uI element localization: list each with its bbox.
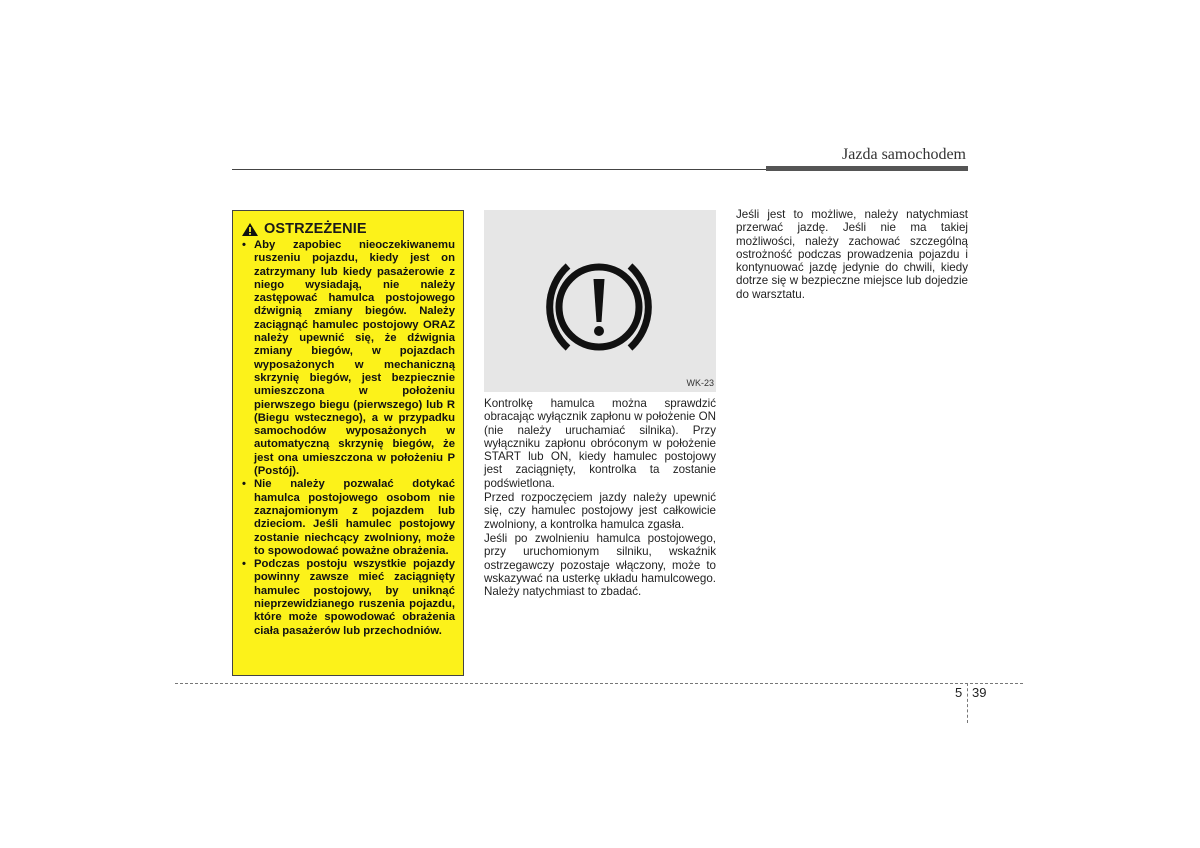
- warning-triangle-icon: [241, 222, 259, 237]
- warning-header: [241, 221, 455, 237]
- figure-panel: [484, 210, 716, 392]
- bullet-icon: •: [242, 478, 246, 491]
- paragraph: Kontrolkę hamulca można sprawdzić obracając wyłącznik zapłonu w położenie ON (nie należy uruchamiać silnika). Przy wyłączniku zapłonu obróconym w położenie START lub ON, kiedy hamulec postojowy jest zaciągnięty, kontrolka ta zostanie podświetlona.: [484, 397, 716, 490]
- paragraph: Przed rozpoczęciem jazdy należy upewnić się, czy hamulec postojowy jest całkowicie zwolniony, a kontrolka hamulca zgasła.: [484, 491, 716, 531]
- warning-item-text: Aby zapobiec nieoczekiwanemu ruszeniu pojazdu, kiedy jest on zatrzymany lub kiedy pasażerowie z niego wysiadają, nie należy zastępować hamulca postojowego dźwignią zmiany biegów. Należy zaciągnąć hamulec postojowy ORAZ należy upewnić się, że dźwignia zmiany biegów, w pojazdach wyposażonych w mechaniczną skrzynię biegów, jest bezpiecznie umieszczona w położeniu pierwszego biegu (pierwszego) lub R (Biegu wstecznego), a w przypadku samochodów wyposażonych w automatyczną skrzynię biegów, że jest ona umieszczona w położeniu P (Postój).: [254, 239, 455, 478]
- warning-list: [241, 239, 455, 638]
- paragraph: Jeśli jest to możliwe, należy natychmiast przerwać jazdę. Jeśli nie ma takiej możliwości, należy zachować szczególną ostrożność podczas prowadzenia pojazdu i kontynuować jazdę jedynie do chwili, kiedy dotrze się w bezpieczne miejsce lub dojedzie do warsztatu.: [736, 208, 968, 301]
- footer-divider: [967, 683, 968, 723]
- page-number: 39: [972, 685, 987, 700]
- paragraph: Jeśli po zwolnieniu hamulca postojowego, przy uruchomionym silniku, wskaźnik ostrzegawczy pozostaje włączony, może to wskazywać na usterkę układu hamulcowego. Należy natychmiast to zbadać.: [484, 531, 716, 599]
- bullet-icon: •: [242, 239, 246, 251]
- warning-item: [241, 558, 455, 638]
- warning-item-text: Podczas postoju wszystkie pojazdy powinny zawsze mieć zaciągnięty hamulec postojowy, by uniknąć nieprzewidzianego ruszenia pojazdu, które może spowodować obrażenia ciała pasażerów lub przechodniów.: [254, 558, 455, 637]
- warning-item: [241, 478, 455, 558]
- header-title: Jazda samochodem: [842, 146, 966, 163]
- warning-title: OSTRZEŻENIE: [264, 221, 367, 237]
- warning-item: [241, 239, 455, 478]
- parking-brake-warning-icon: [484, 210, 716, 392]
- footer-rule: [175, 683, 1023, 684]
- column-2: [484, 397, 716, 599]
- warning-box: [232, 210, 464, 676]
- figure-code: WK-23: [686, 378, 714, 388]
- header-bar: [766, 166, 968, 171]
- column-3: [736, 208, 968, 302]
- warning-item-text: Nie należy pozwalać dotykać hamulca postojowego osobom nie zaznajomionym z pojazdem lub dzieciom. Jeśli hamulec postojowy zostanie niechcący zwolniony, może to spowodować poważne obrażenia.: [254, 478, 455, 557]
- page-section: 5: [955, 685, 963, 700]
- bullet-icon: •: [242, 558, 246, 571]
